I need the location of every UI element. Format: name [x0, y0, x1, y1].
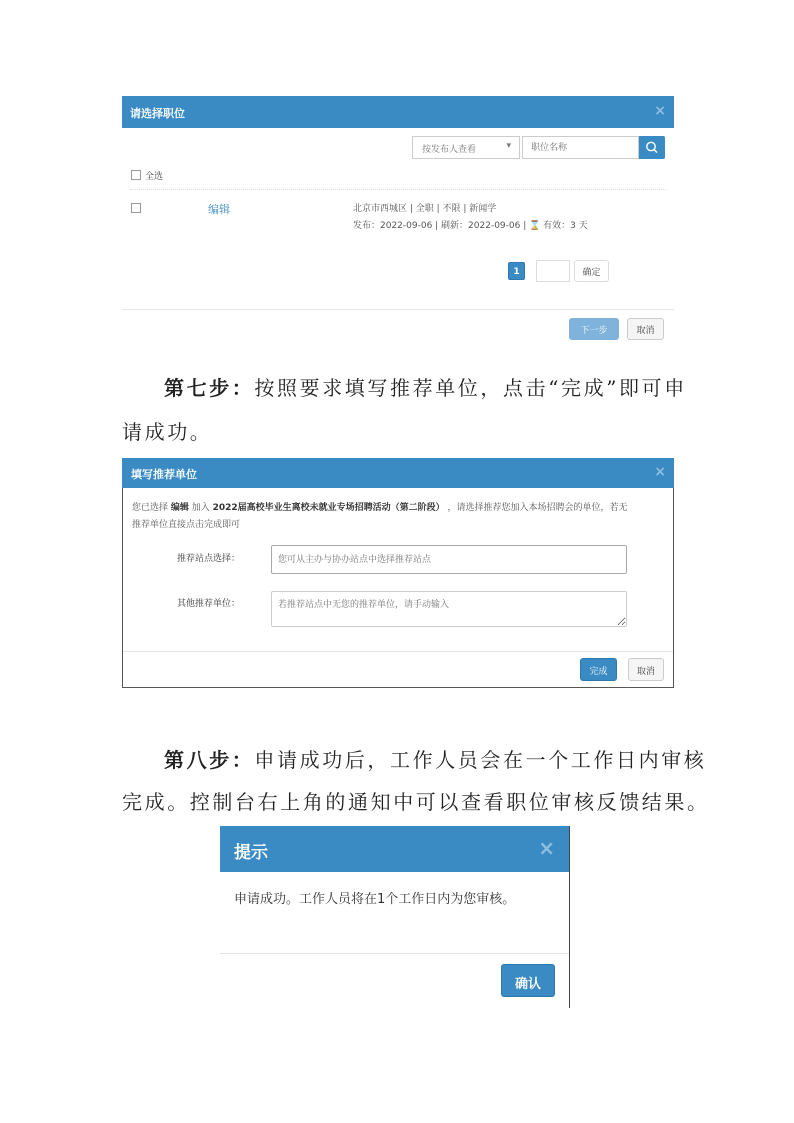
dialog-title: 提示	[234, 843, 268, 863]
cancel-button[interactable]	[627, 318, 664, 340]
cancel-label: 取消	[636, 667, 655, 677]
tip-dialog	[220, 826, 570, 1008]
dialog-header	[122, 96, 674, 128]
finish-label: 完成	[589, 667, 608, 677]
step7-line2: 请成功。	[122, 420, 213, 444]
next-step-label: 下一步	[580, 326, 608, 336]
dialog-header	[220, 826, 569, 872]
dialog-header	[122, 458, 674, 488]
cancel-label: 取消	[636, 326, 655, 336]
job-location-info: 北京市西城区 | 全职 | 不限 | 新闻学	[353, 204, 497, 214]
job-date-info: 发布：2022-09-06 | 刷新：2022-09-06 | ⌛ 有效：3 天	[353, 221, 588, 231]
step7-line1	[164, 378, 687, 398]
next-step-button[interactable]	[569, 318, 619, 340]
step8-line1	[164, 750, 706, 770]
other-unit-label: 其他推荐单位：	[177, 599, 241, 609]
tip-message: 申请成功。工作人员将在1个工作日内为您审核。	[234, 892, 516, 907]
cancel-button[interactable]	[628, 658, 664, 681]
footer-divider	[123, 651, 673, 652]
other-unit-textarea[interactable]	[271, 591, 627, 627]
intro-prefix: 您已选择	[132, 503, 171, 513]
page-number: 1	[513, 267, 520, 277]
confirm-button[interactable]	[501, 964, 555, 997]
job-title-link[interactable]: 编辑	[208, 203, 230, 216]
intro-job: 编辑	[170, 503, 189, 513]
search-icon	[639, 136, 665, 159]
station-select-input[interactable]	[271, 545, 627, 574]
intro-mid: 加入	[188, 503, 213, 513]
chevron-down-icon: ▾	[506, 141, 511, 151]
step7-heading: 第七步：	[164, 376, 255, 400]
close-icon[interactable]: ×	[654, 464, 666, 480]
close-icon[interactable]: ×	[654, 103, 666, 119]
confirm-label: 确认	[514, 977, 541, 992]
page-confirm-label: 确定	[582, 268, 601, 278]
footer-divider	[220, 953, 569, 954]
page-confirm-button[interactable]	[574, 260, 609, 282]
select-all-checkbox[interactable]	[131, 170, 141, 180]
step8-text: 申请成功后，工作人员会在一个工作日内审核	[254, 748, 707, 772]
intro-text-line2: 推荐单位直接点击完成即可	[132, 520, 241, 530]
recommend-unit-dialog	[122, 458, 674, 688]
select-all-label: 全选	[145, 172, 164, 182]
dialog-title: 请选择职位	[130, 107, 185, 120]
dialog-title: 填写推荐单位	[131, 468, 197, 481]
intro-suffix: ，请选择推荐您加入本场招聘会的单位，若无	[444, 503, 628, 513]
finish-button[interactable]	[580, 658, 617, 681]
step7-text: 按照要求填写推荐单位，点击“完成”即可申	[254, 376, 687, 400]
divider	[130, 189, 666, 190]
search-button[interactable]	[639, 136, 665, 159]
job-checkbox[interactable]	[131, 203, 141, 213]
intro-text	[132, 500, 628, 513]
station-label: 推荐站点选择：	[177, 554, 241, 564]
intro-event: 2022届高校毕业生离校未就业专场招聘活动（第二阶段）	[212, 503, 445, 513]
select-position-dialog	[122, 96, 674, 346]
step8-line2: 完成。控制台右上角的通知中可以查看职位审核反馈结果。	[122, 790, 710, 814]
publisher-filter-select[interactable]	[412, 136, 520, 159]
step8-heading: 第八步：	[164, 748, 255, 772]
close-icon[interactable]: ×	[538, 836, 555, 860]
page-1-button[interactable]	[508, 262, 525, 280]
page-jump-input[interactable]	[536, 260, 570, 282]
publisher-filter-value: 按发布人查看	[422, 145, 477, 155]
position-search-input[interactable]	[522, 136, 639, 159]
footer-divider	[122, 309, 674, 310]
